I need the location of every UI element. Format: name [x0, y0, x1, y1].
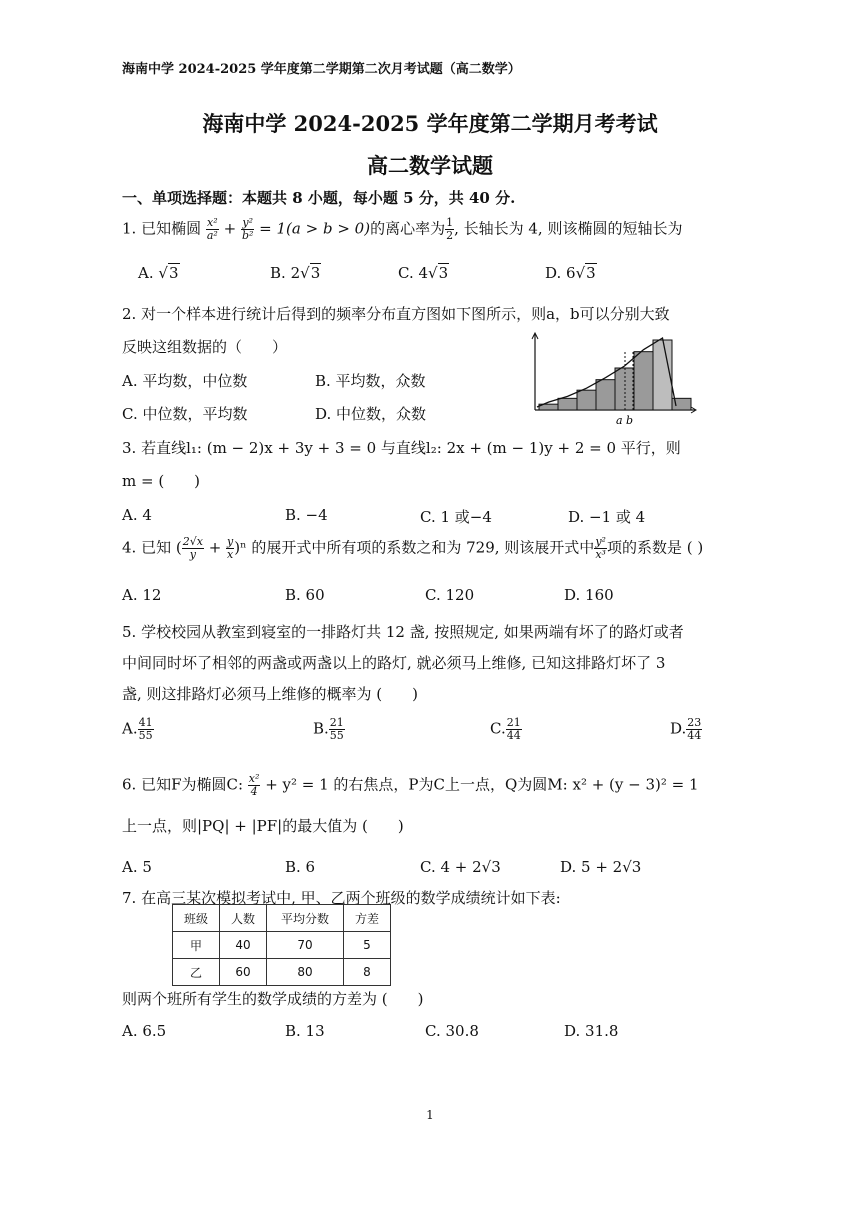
question-6-option-d[interactable]: D. 5 + 2√3 — [560, 858, 642, 876]
question-5-option-a[interactable]: A. $\frac{41}{55}$ — [122, 716, 153, 742]
table-cell: 8 — [344, 959, 391, 986]
table-cell: 5 — [344, 932, 391, 959]
histogram-bar — [653, 340, 672, 410]
exam-title: 海南中学 2024-2025 学年度第二学期月考考试 — [202, 111, 658, 136]
table-header-row — [173, 905, 391, 932]
histogram-bar — [596, 380, 615, 410]
question-5-option-b[interactable]: B. $\frac{21}{55}$ — [313, 716, 344, 742]
table-header-cell: 方差 — [344, 905, 391, 932]
question-2-stem-line1: 2. 对一个样本进行统计后得到的频率分布直方图如下图所示，则a，b可以分别大致 — [122, 305, 670, 323]
table-header-cell: 班级 — [173, 905, 220, 932]
page-number: 1 — [426, 1108, 434, 1122]
table-header-cell: 平均分数 — [267, 905, 344, 932]
question-3-stem-line1: 3. 若直线l₁: (m − 2)x + 3y + 3 = 0 与直线l₂: 2x + (m − 1)y + 2 = 0 平行，则 — [122, 439, 681, 457]
question-4-stem: 4. 已知 ( $\frac{2√x}{y}$ + $\frac{y}{x}$ )ⁿ 的展开式中所有项的系数之和为 729, 则该展开式中 $\frac{\text{y²}}{\text{x³}}$ 项的系数是 ( ) — [122, 535, 704, 561]
question-6-stem-line2: 上一点，则|PQ| + |PF|的最大值为 ( ) — [122, 817, 404, 835]
exam-subtitle: 高二数学试题 — [367, 153, 493, 178]
histogram-bar — [577, 390, 596, 410]
histogram-bar — [634, 352, 653, 410]
question-3-stem-line2: m = ( ) — [122, 472, 201, 490]
question-2-option-b[interactable]: B. 平均数，众数 — [315, 372, 426, 390]
question-6-option-a[interactable]: A. 5 — [122, 858, 152, 876]
question-6-stem-line1: 6. 已知F为椭圆C: $\frac{\text{x²}}{4}$ + y² = 1 的右焦点，P为C上一点，Q为圆M: x² + (y − 3)² = 1 — [122, 772, 699, 798]
question-5-option-c[interactable]: C. $\frac{21}{44}$ — [490, 716, 521, 742]
question-5-stem-line1: 5. 学校校园从教室到寝室的一排路灯共 12 盏, 按照规定, 如果两端有坏了的路灯或者 — [122, 623, 684, 641]
table-header-cell: 人数 — [220, 905, 267, 932]
question-3-option-b[interactable]: B. −4 — [285, 506, 328, 524]
question-1-option-d[interactable]: D. 6√3 — [545, 264, 596, 282]
question-2-option-a[interactable]: A. 平均数，中位数 — [122, 372, 248, 390]
question-5-stem-line3: 盏, 则这排路灯必须马上维修的概率为 ( ) — [122, 685, 419, 703]
question-4-option-b[interactable]: B. 60 — [285, 586, 325, 604]
page-header: 海南中学 2024-2025 学年度第二学期第二次月考试题（高二数学） — [122, 62, 521, 77]
question-7-stem-line2: 则两个班所有学生的数学成绩的方差为 ( ) — [122, 990, 424, 1008]
frequency-histogram — [525, 330, 700, 428]
question-4-option-c[interactable]: C. 120 — [425, 586, 475, 604]
question-2-option-c[interactable]: C. 中位数，平均数 — [122, 405, 248, 423]
question-7-option-d[interactable]: D. 31.8 — [564, 1022, 619, 1040]
table-cell: 70 — [267, 932, 344, 959]
question-3-option-d[interactable]: D. −1 或 4 — [568, 508, 646, 526]
histogram-bar — [558, 398, 577, 410]
question-4-option-a[interactable]: A. 12 — [122, 586, 162, 604]
question-7-option-c[interactable]: C. 30.8 — [425, 1022, 479, 1040]
question-2-option-d[interactable]: D. 中位数，众数 — [315, 405, 427, 423]
question-7-stem-line1: 7. 在高三某次模拟考试中, 甲、乙两个班级的数学成绩统计如下表: — [122, 889, 561, 907]
question-7-option-b[interactable]: B. 13 — [285, 1022, 325, 1040]
question-6-option-c[interactable]: C. 4 + 2√3 — [420, 858, 501, 876]
table-row — [173, 959, 391, 986]
question-1-stem: 1. 已知椭圆 $\frac{\text{x²}}{\text{a²}}$ + $\frac{\text{y²}}{\text{b²}}$ = 1(a > b > 0)的离心率为 $\frac{1}{2}$ , 长轴长为 4, 则该椭圆的短轴长为 — [122, 216, 683, 242]
table-cell: 40 — [220, 932, 267, 959]
question-3-option-a[interactable]: A. 4 — [122, 506, 152, 524]
question-7-option-a[interactable]: A. 6.5 — [122, 1022, 167, 1040]
histogram-ab-label: a b — [616, 414, 634, 427]
question-1-option-a[interactable]: A. √3 — [138, 264, 179, 282]
table-cell: 甲 — [173, 932, 220, 959]
question-3-option-c[interactable]: C. 1 或−4 — [420, 508, 492, 526]
table-cell: 60 — [220, 959, 267, 986]
question-4-option-d[interactable]: D. 160 — [564, 586, 614, 604]
question-1-option-c[interactable]: C. 4√3 — [398, 264, 449, 282]
table-row — [173, 932, 391, 959]
question-5-stem-line2: 中间同时坏了相邻的两盏或两盏以上的路灯, 就必须马上维修, 已知这排路灯坏了 3 — [122, 654, 666, 672]
section-heading: 一、单项选择题：本题共 8 小题，每小题 5 分，共 40 分. — [122, 189, 516, 207]
question-6-option-b[interactable]: B. 6 — [285, 858, 316, 876]
question-2-stem-line2: 反映这组数据的（ ） — [122, 338, 288, 356]
score-table — [172, 904, 391, 986]
question-1-option-b[interactable]: B. 2√3 — [270, 264, 321, 282]
table-cell: 乙 — [173, 959, 220, 986]
question-5-option-d[interactable]: D. $\frac{23}{44}$ — [670, 716, 702, 742]
table-cell: 80 — [267, 959, 344, 986]
histogram-bars — [539, 340, 691, 410]
